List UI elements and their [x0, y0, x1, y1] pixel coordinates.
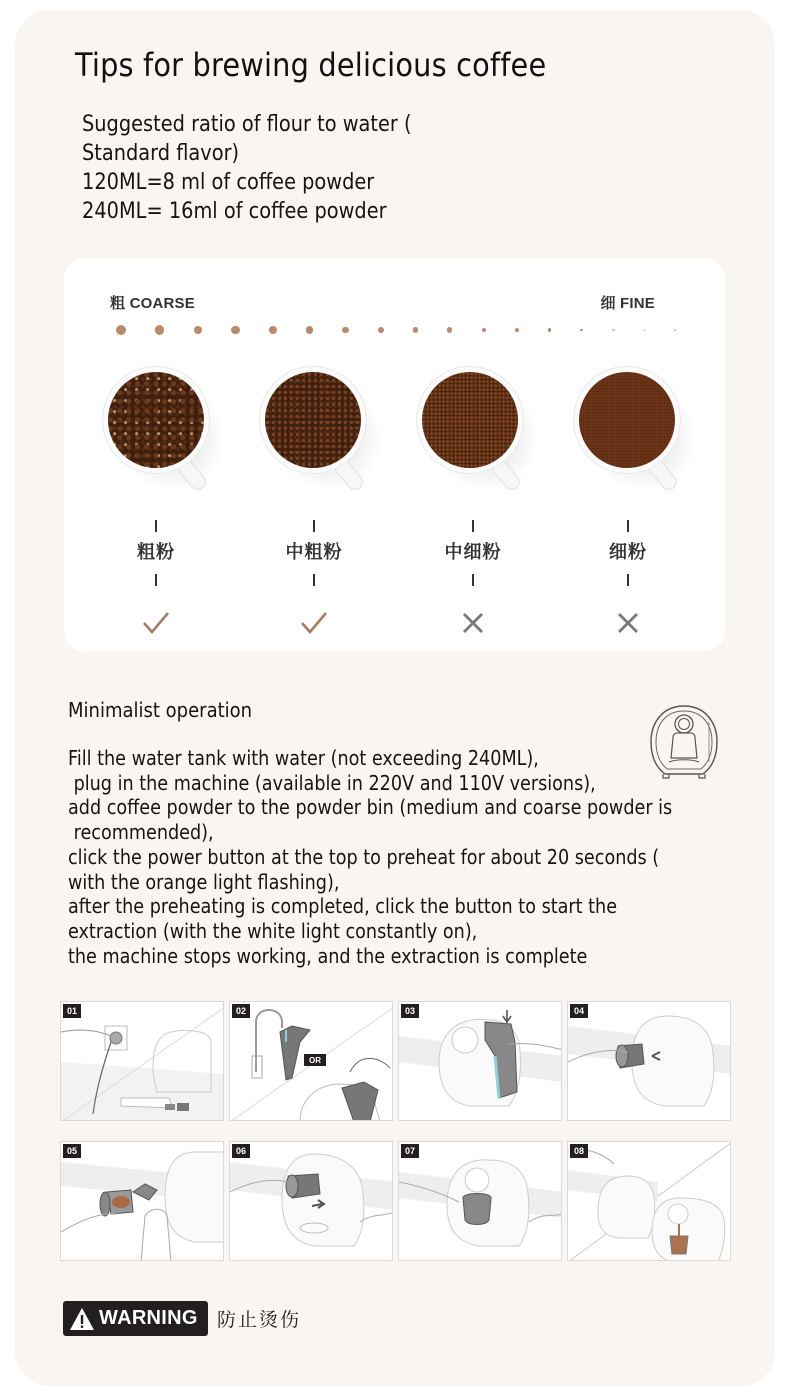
warning-triangle-icon: [69, 1307, 95, 1331]
tips-page: [15, 10, 775, 1386]
ratio-text: [82, 110, 412, 226]
check-icon: [299, 608, 329, 638]
fine-cup-image: [573, 366, 681, 474]
operation-line: recommended),: [68, 820, 214, 845]
coffee-cups: [64, 358, 725, 498]
ratio-line: 120ML=8 ml of coffee powder: [82, 170, 375, 195]
step-number: 03: [401, 1004, 419, 1018]
step-number: 01: [63, 1004, 81, 1018]
operation-line: add coffee powder to the powder bin (medium and coarse powder is: [68, 795, 673, 820]
grind-dot: [231, 326, 239, 334]
warning-banner: [63, 1301, 301, 1336]
step-number: 05: [63, 1144, 81, 1158]
operation-line: plug in the machine (available in 220V and 110V versions),: [68, 770, 596, 795]
grind-dot: [306, 326, 313, 333]
operation-line: Fill the water tank with water (not exceeding 240ML),: [68, 746, 539, 770]
warning-badge: [63, 1301, 208, 1336]
step-05-illustration: [60, 1141, 224, 1261]
grind-dot: [342, 327, 349, 334]
grind-medium-fine: [413, 520, 533, 643]
grind-dot: [482, 328, 487, 333]
step-number: 06: [232, 1144, 250, 1158]
step-number: 07: [401, 1144, 419, 1158]
step-01-illustration: [60, 1001, 224, 1121]
medium-coarse-cup-image: [259, 366, 367, 474]
warning-label: WARNING: [99, 1307, 198, 1329]
grind-dot: [269, 326, 277, 334]
operation-steps-text: [68, 746, 702, 968]
grind-size-card: [64, 258, 725, 651]
fine-label: 细 FINE: [600, 295, 655, 312]
grind-dot: [447, 327, 452, 332]
grind-dot: [548, 328, 551, 331]
step-number: 02: [232, 1004, 250, 1018]
grind-dot: [116, 325, 126, 335]
grind-dot: [674, 329, 676, 331]
step-02-illustration: [229, 1001, 393, 1121]
grind-dot: [515, 328, 519, 332]
step-number: 08: [570, 1144, 588, 1158]
coarse-label: 粗 COARSE: [110, 295, 195, 312]
grind-name: 粗粉: [137, 542, 175, 563]
check-icon: [141, 608, 171, 638]
grind-dot: [155, 325, 164, 334]
grind-dot: [644, 329, 646, 331]
grind-medium-coarse: [254, 520, 374, 643]
operation-title: Minimalist operation: [68, 698, 253, 722]
step-03-illustration: [398, 1001, 562, 1121]
grind-name: 中粗粉: [285, 542, 343, 563]
ratio-line: Standard flavor): [82, 141, 240, 166]
grind-dot: [580, 329, 583, 332]
operation-line: with the orange light flashing),: [68, 869, 340, 894]
grind-scale-dots: [116, 320, 676, 340]
grind-dot: [413, 327, 419, 333]
step-06-illustration: [229, 1141, 393, 1261]
grind-dot: [378, 327, 384, 333]
operation-line: extraction (with the white light constantly on),: [68, 918, 478, 943]
operation-line: after the preheating is completed, click the button to start the: [68, 894, 618, 919]
grind-name: 细粉: [609, 542, 647, 563]
grind-fine: [568, 520, 688, 643]
page-title: Tips for brewing delicious coffee: [75, 46, 547, 84]
grind-dot: [194, 326, 203, 335]
operation-line: click the power button at the top to preheat for about 20 seconds (: [68, 844, 660, 869]
cross-icon: [458, 608, 488, 638]
step-07-illustration: [398, 1141, 562, 1261]
step-08-illustration: [567, 1141, 731, 1261]
grind-dot: [612, 329, 614, 331]
cross-icon: [613, 608, 643, 638]
grind-coarse: [96, 520, 216, 643]
step-number: 04: [570, 1004, 588, 1018]
or-label: OR: [309, 1056, 321, 1065]
ratio-line: 240ML= 16ml of coffee powder: [82, 199, 387, 224]
step-04-illustration: [567, 1001, 731, 1121]
ratio-line: Suggested ratio of flour to water (: [82, 112, 412, 137]
coarse-cup-image: [102, 366, 210, 474]
grind-name: 中细粉: [444, 542, 502, 563]
warning-text: 防止烫伤: [217, 1309, 302, 1331]
medium-fine-cup-image: [416, 366, 524, 474]
operation-line: the machine stops working, and the extraction is complete: [68, 943, 588, 968]
